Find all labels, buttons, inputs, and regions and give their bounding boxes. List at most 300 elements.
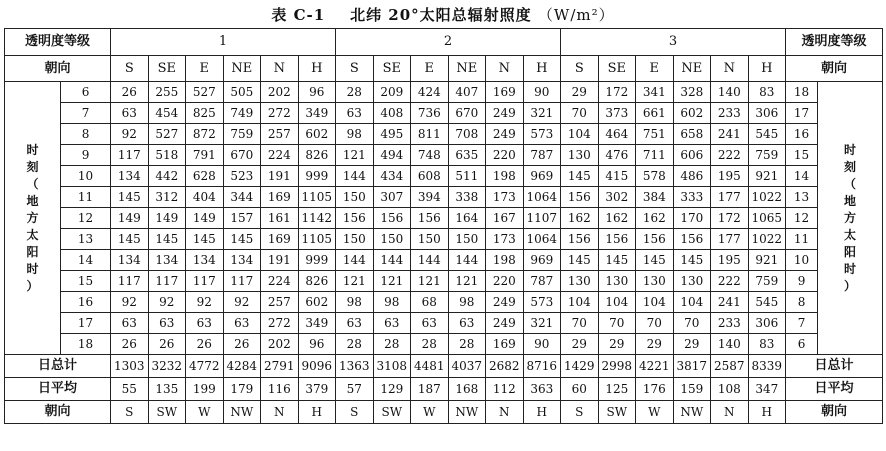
direction-footer-cell: H bbox=[523, 401, 561, 424]
value-cell: 149 bbox=[186, 208, 224, 229]
value-cell: 751 bbox=[636, 124, 674, 145]
direction-footer-cell: H bbox=[748, 401, 786, 424]
direction-header-cell: E bbox=[411, 56, 449, 82]
summary-cell: 60 bbox=[561, 378, 599, 401]
direction-header-cell: N bbox=[486, 56, 524, 82]
value-cell: 787 bbox=[523, 145, 561, 166]
value-cell: 104 bbox=[561, 124, 599, 145]
value-cell: 338 bbox=[448, 187, 486, 208]
value-cell: 28 bbox=[336, 334, 374, 355]
value-cell: 169 bbox=[261, 187, 299, 208]
hour-cell: 9 bbox=[61, 145, 111, 166]
table-row bbox=[5, 271, 883, 292]
table-row bbox=[5, 166, 883, 187]
value-cell: 92 bbox=[186, 292, 224, 313]
value-cell: 1064 bbox=[523, 229, 561, 250]
value-cell: 63 bbox=[448, 313, 486, 334]
value-cell: 157 bbox=[223, 208, 261, 229]
daily-average-row-label-left: 日平均 bbox=[5, 378, 111, 401]
hour-cell-right: 14 bbox=[786, 166, 818, 187]
value-cell: 373 bbox=[598, 103, 636, 124]
transparency-header-row bbox=[5, 29, 883, 56]
hour-cell: 17 bbox=[61, 313, 111, 334]
value-cell: 92 bbox=[148, 292, 186, 313]
value-cell: 98 bbox=[448, 292, 486, 313]
value-cell: 344 bbox=[223, 187, 261, 208]
value-cell: 711 bbox=[636, 145, 674, 166]
value-cell: 434 bbox=[373, 166, 411, 187]
transparency-group-1: 1 bbox=[111, 29, 336, 56]
value-cell: 28 bbox=[373, 334, 411, 355]
summary-cell: 3817 bbox=[673, 355, 711, 378]
summary-cell: 4284 bbox=[223, 355, 261, 378]
value-cell: 162 bbox=[561, 208, 599, 229]
solar-radiation-table bbox=[4, 28, 883, 424]
value-cell: 233 bbox=[711, 103, 749, 124]
value-cell: 826 bbox=[298, 271, 336, 292]
value-cell: 169 bbox=[261, 229, 299, 250]
value-cell: 145 bbox=[673, 250, 711, 271]
summary-cell: 116 bbox=[261, 378, 299, 401]
value-cell: 349 bbox=[298, 103, 336, 124]
direction-header-cell: N bbox=[711, 56, 749, 82]
direction-footer-cell: N bbox=[711, 401, 749, 424]
value-cell: 341 bbox=[636, 82, 674, 103]
value-cell: 220 bbox=[486, 271, 524, 292]
value-cell: 173 bbox=[486, 229, 524, 250]
direction-header-cell: N bbox=[261, 56, 299, 82]
value-cell: 195 bbox=[711, 250, 749, 271]
hour-cell-right: 13 bbox=[786, 187, 818, 208]
value-cell: 202 bbox=[261, 334, 299, 355]
value-cell: 117 bbox=[111, 271, 149, 292]
value-cell: 407 bbox=[448, 82, 486, 103]
transparency-group-3: 3 bbox=[561, 29, 786, 56]
hour-cell: 10 bbox=[61, 166, 111, 187]
value-cell: 408 bbox=[373, 103, 411, 124]
value-cell: 29 bbox=[561, 82, 599, 103]
value-cell: 454 bbox=[148, 103, 186, 124]
value-cell: 83 bbox=[748, 334, 786, 355]
summary-cell: 179 bbox=[223, 378, 261, 401]
value-cell: 177 bbox=[711, 187, 749, 208]
value-cell: 759 bbox=[748, 145, 786, 166]
value-cell: 670 bbox=[223, 145, 261, 166]
summary-cell: 3108 bbox=[373, 355, 411, 378]
value-cell: 63 bbox=[336, 313, 374, 334]
value-cell: 156 bbox=[673, 229, 711, 250]
value-cell: 527 bbox=[186, 82, 224, 103]
daily-average-row bbox=[5, 378, 883, 401]
value-cell: 1105 bbox=[298, 187, 336, 208]
value-cell: 272 bbox=[261, 313, 299, 334]
value-cell: 191 bbox=[261, 250, 299, 271]
direction-footer-cell: N bbox=[261, 401, 299, 424]
value-cell: 921 bbox=[748, 250, 786, 271]
hour-cell: 8 bbox=[61, 124, 111, 145]
value-cell: 224 bbox=[261, 271, 299, 292]
value-cell: 222 bbox=[711, 145, 749, 166]
value-cell: 121 bbox=[336, 145, 374, 166]
value-cell: 172 bbox=[598, 82, 636, 103]
value-cell: 921 bbox=[748, 166, 786, 187]
value-cell: 104 bbox=[561, 292, 599, 313]
value-cell: 495 bbox=[373, 124, 411, 145]
value-cell: 826 bbox=[298, 145, 336, 166]
value-cell: 658 bbox=[673, 124, 711, 145]
value-cell: 169 bbox=[486, 334, 524, 355]
value-cell: 249 bbox=[486, 124, 524, 145]
value-cell: 1064 bbox=[523, 187, 561, 208]
direction-footer-cell: W bbox=[636, 401, 674, 424]
value-cell: 96 bbox=[298, 334, 336, 355]
hour-cell-right: 9 bbox=[786, 271, 818, 292]
value-cell: 198 bbox=[486, 166, 524, 187]
value-cell: 26 bbox=[111, 334, 149, 355]
value-cell: 518 bbox=[148, 145, 186, 166]
value-cell: 70 bbox=[598, 313, 636, 334]
value-cell: 1022 bbox=[748, 187, 786, 208]
value-cell: 306 bbox=[748, 103, 786, 124]
summary-cell: 199 bbox=[186, 378, 224, 401]
value-cell: 150 bbox=[336, 187, 374, 208]
value-cell: 169 bbox=[486, 82, 524, 103]
value-cell: 257 bbox=[261, 124, 299, 145]
direction-footer-cell: NW bbox=[223, 401, 261, 424]
table-row bbox=[5, 292, 883, 313]
value-cell: 156 bbox=[561, 187, 599, 208]
direction-footer-cell: S bbox=[111, 401, 149, 424]
value-cell: 96 bbox=[298, 82, 336, 103]
value-cell: 661 bbox=[636, 103, 674, 124]
value-cell: 164 bbox=[448, 208, 486, 229]
value-cell: 145 bbox=[636, 250, 674, 271]
value-cell: 241 bbox=[711, 292, 749, 313]
value-cell: 117 bbox=[186, 271, 224, 292]
value-cell: 145 bbox=[561, 166, 599, 187]
value-cell: 121 bbox=[336, 271, 374, 292]
value-cell: 255 bbox=[148, 82, 186, 103]
value-cell: 63 bbox=[111, 313, 149, 334]
summary-cell: 379 bbox=[298, 378, 336, 401]
transparency-label-left: 透明度等级 bbox=[5, 29, 111, 56]
direction-footer-cell: SW bbox=[373, 401, 411, 424]
value-cell: 28 bbox=[336, 82, 374, 103]
direction-footer-cell: H bbox=[298, 401, 336, 424]
value-cell: 63 bbox=[411, 313, 449, 334]
value-cell: 249 bbox=[486, 292, 524, 313]
value-cell: 606 bbox=[673, 145, 711, 166]
value-cell: 29 bbox=[673, 334, 711, 355]
value-cell: 787 bbox=[523, 271, 561, 292]
value-cell: 145 bbox=[186, 229, 224, 250]
table-row bbox=[5, 103, 883, 124]
value-cell: 198 bbox=[486, 250, 524, 271]
hour-cell-right: 10 bbox=[786, 250, 818, 271]
summary-cell: 1303 bbox=[111, 355, 149, 378]
daily-total-row-label-right: 日总计 bbox=[786, 355, 883, 378]
direction-footer-cell: NW bbox=[448, 401, 486, 424]
table-row bbox=[5, 145, 883, 166]
value-cell: 140 bbox=[711, 334, 749, 355]
value-cell: 249 bbox=[486, 313, 524, 334]
value-cell: 90 bbox=[523, 334, 561, 355]
summary-cell: 1363 bbox=[336, 355, 374, 378]
orientation-footer-row-label-right: 朝向 bbox=[786, 401, 883, 424]
summary-cell: 4772 bbox=[186, 355, 224, 378]
summary-cell: 347 bbox=[748, 378, 786, 401]
value-cell: 156 bbox=[411, 208, 449, 229]
value-cell: 26 bbox=[186, 334, 224, 355]
value-cell: 1022 bbox=[748, 229, 786, 250]
value-cell: 384 bbox=[636, 187, 674, 208]
value-cell: 121 bbox=[411, 271, 449, 292]
summary-cell: 8339 bbox=[748, 355, 786, 378]
summary-cell: 108 bbox=[711, 378, 749, 401]
direction-footer-cell: S bbox=[561, 401, 599, 424]
direction-footer-cell: SW bbox=[598, 401, 636, 424]
value-cell: 144 bbox=[336, 166, 374, 187]
summary-cell: 2587 bbox=[711, 355, 749, 378]
value-cell: 145 bbox=[223, 229, 261, 250]
value-cell: 162 bbox=[598, 208, 636, 229]
value-cell: 172 bbox=[711, 208, 749, 229]
summary-cell: 2998 bbox=[598, 355, 636, 378]
value-cell: 140 bbox=[711, 82, 749, 103]
value-cell: 149 bbox=[148, 208, 186, 229]
value-cell: 195 bbox=[711, 166, 749, 187]
summary-cell: 125 bbox=[598, 378, 636, 401]
value-cell: 149 bbox=[111, 208, 149, 229]
value-cell: 150 bbox=[373, 229, 411, 250]
orientation-footer-row-label-left: 朝向 bbox=[5, 401, 111, 424]
value-cell: 173 bbox=[486, 187, 524, 208]
hour-cell: 6 bbox=[61, 82, 111, 103]
value-cell: 578 bbox=[636, 166, 674, 187]
value-cell: 494 bbox=[373, 145, 411, 166]
value-cell: 321 bbox=[523, 103, 561, 124]
direction-header-cell: SE bbox=[598, 56, 636, 82]
hour-cell-right: 15 bbox=[786, 145, 818, 166]
hour-cell: 7 bbox=[61, 103, 111, 124]
value-cell: 602 bbox=[673, 103, 711, 124]
value-cell: 424 bbox=[411, 82, 449, 103]
table-row bbox=[5, 334, 883, 355]
value-cell: 307 bbox=[373, 187, 411, 208]
hour-cell: 18 bbox=[61, 334, 111, 355]
value-cell: 573 bbox=[523, 124, 561, 145]
value-cell: 349 bbox=[298, 313, 336, 334]
orientation-label-left: 朝向 bbox=[5, 56, 111, 82]
daily-average-row-label-right: 日平均 bbox=[786, 378, 883, 401]
value-cell: 177 bbox=[711, 229, 749, 250]
value-cell: 117 bbox=[111, 145, 149, 166]
value-cell: 708 bbox=[448, 124, 486, 145]
table-heading: 北纬 20°太阳总辐射照度 bbox=[350, 6, 532, 24]
value-cell: 150 bbox=[448, 229, 486, 250]
hour-cell-right: 12 bbox=[786, 208, 818, 229]
value-cell: 104 bbox=[636, 292, 674, 313]
value-cell: 29 bbox=[598, 334, 636, 355]
summary-cell: 135 bbox=[148, 378, 186, 401]
value-cell: 249 bbox=[486, 103, 524, 124]
value-cell: 167 bbox=[486, 208, 524, 229]
value-cell: 145 bbox=[111, 187, 149, 208]
value-cell: 573 bbox=[523, 292, 561, 313]
value-cell: 670 bbox=[448, 103, 486, 124]
value-cell: 26 bbox=[148, 334, 186, 355]
value-cell: 144 bbox=[336, 250, 374, 271]
value-cell: 70 bbox=[561, 313, 599, 334]
hour-cell-right: 18 bbox=[786, 82, 818, 103]
hour-cell-right: 6 bbox=[786, 334, 818, 355]
value-cell: 63 bbox=[148, 313, 186, 334]
direction-header-cell: S bbox=[561, 56, 599, 82]
hour-cell: 15 bbox=[61, 271, 111, 292]
value-cell: 170 bbox=[673, 208, 711, 229]
table-row bbox=[5, 82, 883, 103]
value-cell: 130 bbox=[598, 271, 636, 292]
value-cell: 162 bbox=[636, 208, 674, 229]
value-cell: 394 bbox=[411, 187, 449, 208]
direction-footer-cell: W bbox=[186, 401, 224, 424]
value-cell: 161 bbox=[261, 208, 299, 229]
value-cell: 202 bbox=[261, 82, 299, 103]
value-cell: 1065 bbox=[748, 208, 786, 229]
summary-cell: 9096 bbox=[298, 355, 336, 378]
direction-header-cell: SE bbox=[148, 56, 186, 82]
hour-cell: 16 bbox=[61, 292, 111, 313]
value-cell: 523 bbox=[223, 166, 261, 187]
value-cell: 156 bbox=[336, 208, 374, 229]
value-cell: 156 bbox=[561, 229, 599, 250]
direction-footer-cell: NW bbox=[673, 401, 711, 424]
value-cell: 144 bbox=[373, 250, 411, 271]
value-cell: 222 bbox=[711, 271, 749, 292]
table-number: 表 C-1 bbox=[271, 6, 326, 24]
direction-footer-cell: W bbox=[411, 401, 449, 424]
summary-cell: 2791 bbox=[261, 355, 299, 378]
value-cell: 26 bbox=[223, 334, 261, 355]
hour-cell: 13 bbox=[61, 229, 111, 250]
value-cell: 999 bbox=[298, 250, 336, 271]
value-cell: 505 bbox=[223, 82, 261, 103]
value-cell: 104 bbox=[598, 292, 636, 313]
value-cell: 608 bbox=[411, 166, 449, 187]
hour-cell-right: 7 bbox=[786, 313, 818, 334]
value-cell: 92 bbox=[223, 292, 261, 313]
value-cell: 312 bbox=[148, 187, 186, 208]
value-cell: 999 bbox=[298, 166, 336, 187]
value-cell: 602 bbox=[298, 292, 336, 313]
table-row bbox=[5, 124, 883, 145]
hour-cell: 11 bbox=[61, 187, 111, 208]
value-cell: 145 bbox=[561, 250, 599, 271]
value-cell: 150 bbox=[411, 229, 449, 250]
value-cell: 328 bbox=[673, 82, 711, 103]
value-cell: 156 bbox=[636, 229, 674, 250]
transparency-label-right: 透明度等级 bbox=[786, 29, 883, 56]
value-cell: 156 bbox=[598, 229, 636, 250]
value-cell: 63 bbox=[186, 313, 224, 334]
value-cell: 134 bbox=[186, 250, 224, 271]
value-cell: 220 bbox=[486, 145, 524, 166]
direction-header-cell: H bbox=[523, 56, 561, 82]
direction-header-cell: H bbox=[298, 56, 336, 82]
value-cell: 130 bbox=[561, 271, 599, 292]
value-cell: 70 bbox=[561, 103, 599, 124]
value-cell: 98 bbox=[336, 292, 374, 313]
summary-cell: 2682 bbox=[486, 355, 524, 378]
value-cell: 442 bbox=[148, 166, 186, 187]
direction-footer-cell: S bbox=[336, 401, 374, 424]
value-cell: 63 bbox=[223, 313, 261, 334]
hour-cell-right: 8 bbox=[786, 292, 818, 313]
direction-header-cell: NE bbox=[448, 56, 486, 82]
orientation-header-row bbox=[5, 56, 883, 82]
value-cell: 969 bbox=[523, 166, 561, 187]
summary-cell: 168 bbox=[448, 378, 486, 401]
value-cell: 134 bbox=[223, 250, 261, 271]
value-cell: 791 bbox=[186, 145, 224, 166]
value-cell: 83 bbox=[748, 82, 786, 103]
direction-header-cell: E bbox=[636, 56, 674, 82]
hour-cell-right: 16 bbox=[786, 124, 818, 145]
hour-cell: 12 bbox=[61, 208, 111, 229]
value-cell: 26 bbox=[111, 82, 149, 103]
summary-cell: 57 bbox=[336, 378, 374, 401]
value-cell: 1105 bbox=[298, 229, 336, 250]
value-cell: 872 bbox=[186, 124, 224, 145]
direction-footer-cell: SW bbox=[148, 401, 186, 424]
value-cell: 415 bbox=[598, 166, 636, 187]
value-cell: 145 bbox=[598, 250, 636, 271]
value-cell: 98 bbox=[373, 292, 411, 313]
summary-cell: 3232 bbox=[148, 355, 186, 378]
value-cell: 144 bbox=[448, 250, 486, 271]
value-cell: 476 bbox=[598, 145, 636, 166]
time-axis-label-left: 时 刻 （ 地 方 太 阳 时 ） bbox=[5, 82, 61, 355]
value-cell: 63 bbox=[336, 103, 374, 124]
value-cell: 272 bbox=[261, 103, 299, 124]
value-cell: 150 bbox=[336, 229, 374, 250]
value-cell: 257 bbox=[261, 292, 299, 313]
value-cell: 209 bbox=[373, 82, 411, 103]
value-cell: 969 bbox=[523, 250, 561, 271]
value-cell: 464 bbox=[598, 124, 636, 145]
transparency-group-2: 2 bbox=[336, 29, 561, 56]
value-cell: 29 bbox=[561, 334, 599, 355]
value-cell: 306 bbox=[748, 313, 786, 334]
table-row bbox=[5, 250, 883, 271]
value-cell: 90 bbox=[523, 82, 561, 103]
value-cell: 92 bbox=[111, 124, 149, 145]
value-cell: 134 bbox=[148, 250, 186, 271]
value-cell: 68 bbox=[411, 292, 449, 313]
summary-cell: 176 bbox=[636, 378, 674, 401]
value-cell: 134 bbox=[111, 250, 149, 271]
time-axis-label-right: 时 刻 （ 地 方 太 阳 时 ） bbox=[818, 82, 883, 355]
value-cell: 635 bbox=[448, 145, 486, 166]
hour-cell-right: 11 bbox=[786, 229, 818, 250]
value-cell: 602 bbox=[298, 124, 336, 145]
summary-cell: 4037 bbox=[448, 355, 486, 378]
value-cell: 759 bbox=[748, 271, 786, 292]
value-cell: 130 bbox=[673, 271, 711, 292]
value-cell: 121 bbox=[373, 271, 411, 292]
direction-header-cell: E bbox=[186, 56, 224, 82]
table-row bbox=[5, 313, 883, 334]
